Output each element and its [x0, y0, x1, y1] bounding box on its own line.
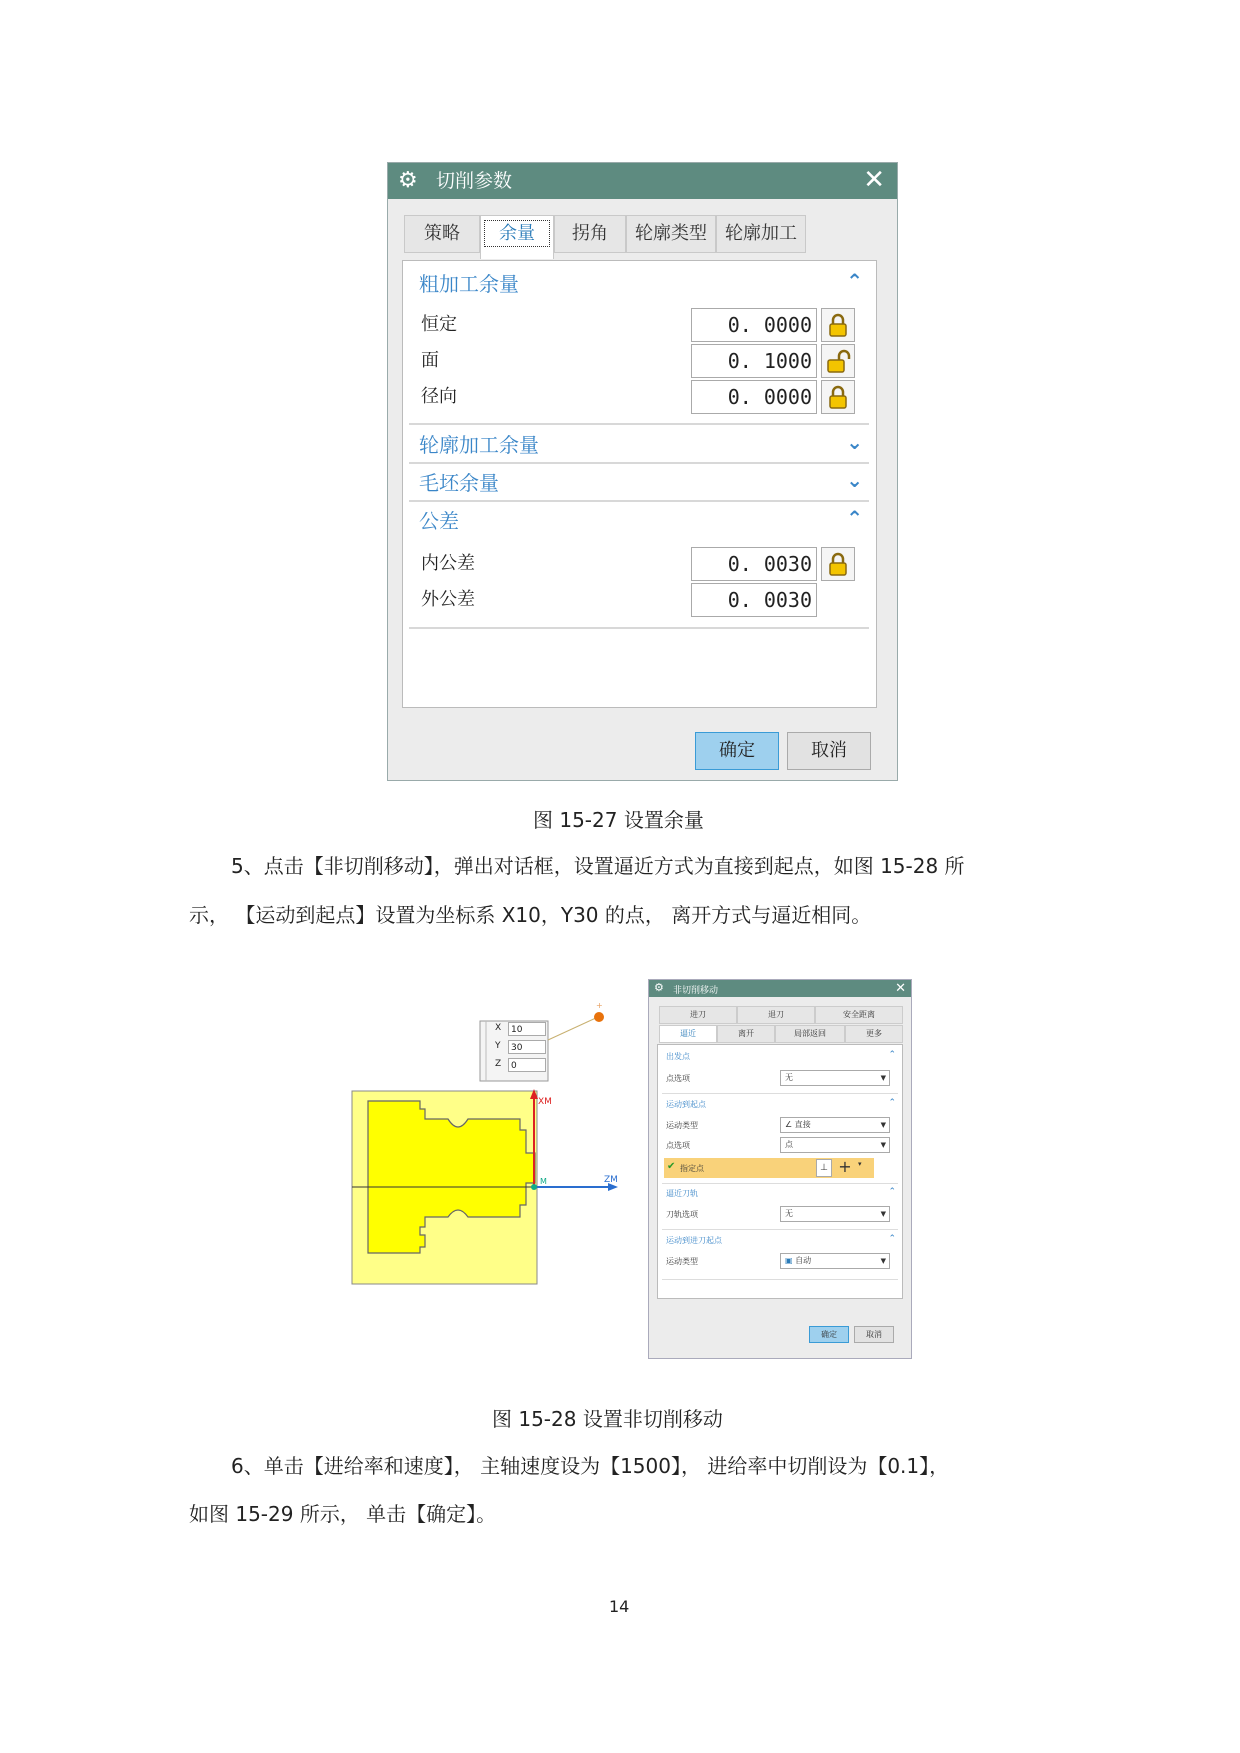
chevron-down-icon[interactable]: ⌄	[846, 468, 863, 492]
chevron-up-icon[interactable]: ⌃	[888, 1187, 896, 1197]
coord-y-label: Y	[495, 1041, 501, 1051]
row-point-option	[666, 1070, 896, 1087]
tab-depart[interactable]: 离开	[717, 1025, 775, 1043]
chevron-down-icon: ▼	[880, 1257, 886, 1265]
row-inner-tolerance	[421, 547, 861, 581]
figure-caption: 图 15-28 设置非切削移动	[492, 1407, 723, 1431]
dropdown-value: 自动	[795, 1256, 812, 1265]
page-number: 14	[609, 1597, 630, 1616]
dialog-body	[402, 260, 877, 708]
cancel-button[interactable]: 取消	[854, 1326, 894, 1343]
tab-engage[interactable]: 进刀	[659, 1006, 737, 1024]
chevron-down-icon: ▼	[880, 1074, 886, 1082]
radial-value-input[interactable]: 0. 0000	[691, 380, 817, 414]
section-rough-allowance[interactable]	[409, 267, 869, 303]
chevron-down-icon: ▼	[880, 1141, 886, 1149]
cut-params-dialog	[387, 162, 898, 781]
divider	[409, 423, 869, 425]
row-face	[421, 344, 861, 378]
chevron-up-icon[interactable]: ⌃	[846, 506, 863, 530]
section-start-point[interactable]	[662, 1051, 898, 1065]
point-option-dropdown[interactable]	[780, 1070, 890, 1086]
tab-contour-type[interactable]: 轮廓类型	[626, 215, 716, 253]
gear-icon: ⚙	[398, 168, 418, 193]
section-title: 粗加工余量	[419, 272, 519, 296]
coord-x-input[interactable]: 10	[508, 1022, 546, 1036]
row-label: 径向	[421, 386, 457, 407]
row-outer-tolerance	[421, 583, 861, 617]
dropdown-value: 无	[785, 1209, 793, 1218]
dropdown-value: 点	[785, 1140, 793, 1149]
tab-more[interactable]: 更多	[845, 1025, 903, 1043]
tab-retract[interactable]: 退刀	[737, 1006, 815, 1024]
chevron-down-icon: ▼	[880, 1121, 886, 1129]
direct-icon: ∠	[785, 1120, 795, 1129]
row-label: 运动类型	[666, 1121, 698, 1130]
xm-axis-label: XM	[538, 1097, 552, 1107]
specify-point-label: 指定点	[680, 1164, 704, 1173]
row-label: 面	[421, 350, 439, 371]
tab-approach[interactable]: 逼近	[659, 1025, 717, 1043]
tab-local-return[interactable]: 局部返回	[775, 1025, 845, 1043]
gear-icon: ⚙	[654, 981, 664, 994]
ok-button[interactable]: 确定	[809, 1326, 849, 1343]
chevron-down-icon: ▼	[880, 1210, 886, 1218]
outer-tolerance-input[interactable]: 0. 0030	[691, 583, 817, 617]
row-path-option	[666, 1206, 896, 1223]
section-title: 轮廓加工余量	[419, 433, 539, 457]
non-cut-move-dialog	[648, 979, 912, 1359]
section-title: 公差	[419, 509, 459, 533]
divider	[662, 1093, 898, 1094]
lock-icon[interactable]	[821, 547, 855, 581]
row-label: 刀轨选项	[666, 1210, 698, 1219]
row-label: 运动类型	[666, 1257, 698, 1266]
figure-caption: 图 15-27 设置余量	[533, 808, 704, 832]
chevron-up-icon[interactable]: ⌃	[888, 1098, 896, 1108]
row-motion-type	[666, 1117, 896, 1134]
lock-icon[interactable]	[821, 308, 855, 342]
zm-axis-label: ZM	[604, 1175, 618, 1185]
paragraph-line: 示， 【运动到起点】设置为坐标系 X10，Y30 的点， 离开方式与逼近相同。	[189, 903, 872, 927]
unlock-icon[interactable]	[821, 344, 855, 378]
check-icon: ✔	[667, 1161, 676, 1172]
coord-y-input[interactable]: 30	[508, 1040, 546, 1054]
chevron-up-icon[interactable]: ⌃	[846, 269, 863, 293]
close-icon[interactable]: ✕	[895, 981, 906, 996]
divider	[662, 1279, 898, 1280]
row-label: 内公差	[421, 553, 475, 574]
row-point-option-2	[666, 1137, 896, 1154]
svg-text:+: +	[596, 1001, 603, 1010]
row-constant	[421, 308, 861, 342]
point-dialog-icon[interactable]: ⊥	[816, 1159, 832, 1177]
tab-allowance[interactable]	[480, 215, 554, 259]
point-option-dropdown[interactable]	[780, 1137, 890, 1153]
plus-icon[interactable]: +	[838, 1157, 852, 1176]
section-profile-allowance[interactable]	[409, 428, 869, 464]
paragraph-line: 6、单击【进给率和速度】， 主轴速度设为【1500】， 进给率中切削设为【0.1】，	[231, 1454, 950, 1478]
row-radial	[421, 380, 861, 414]
tab-contour-machining[interactable]: 轮廓加工	[716, 215, 806, 253]
constant-value-input[interactable]: 0. 0000	[691, 308, 817, 342]
motion-type-dropdown[interactable]	[780, 1253, 890, 1269]
chevron-down-icon[interactable]: ⌄	[846, 430, 863, 454]
dialog-body	[657, 1044, 903, 1299]
dialog-titlebar	[388, 163, 897, 199]
coord-z-label: Z	[495, 1059, 502, 1069]
section-title: 运动到进刀起点	[666, 1236, 722, 1245]
inner-tolerance-input[interactable]: 0. 0030	[691, 547, 817, 581]
row-label: 点选项	[666, 1141, 690, 1150]
origin-label: M	[540, 1177, 547, 1186]
paragraph-line: 如图 15-29 所示， 单击【确定】。	[189, 1502, 497, 1526]
section-approach-path[interactable]	[662, 1188, 898, 1202]
divider	[409, 627, 869, 629]
close-icon[interactable]: ✕	[863, 165, 885, 195]
ok-button[interactable]: 确定	[695, 732, 779, 770]
row-label: 外公差	[421, 589, 475, 610]
section-title: 出发点	[666, 1052, 690, 1061]
part-figure	[350, 985, 640, 1290]
path-option-dropdown[interactable]	[780, 1206, 890, 1222]
section-title: 毛坯余量	[419, 471, 499, 495]
chevron-up-icon[interactable]: ⌃	[888, 1234, 896, 1244]
section-move-to-engage-start[interactable]	[662, 1235, 898, 1249]
tab-strategy[interactable]: 策略	[404, 215, 480, 253]
auto-icon: ▣	[785, 1256, 796, 1265]
row-label: 恒定	[421, 314, 457, 335]
dialog-titlebar	[649, 980, 911, 997]
coord-z-input[interactable]: 0	[508, 1058, 546, 1072]
section-title: 运动到起点	[666, 1100, 706, 1109]
coord-x-label: X	[495, 1023, 502, 1033]
dropdown-value: 直接	[794, 1120, 811, 1129]
face-value-input[interactable]: 0. 1000	[691, 344, 817, 378]
chevron-up-icon[interactable]: ⌃	[888, 1050, 896, 1060]
section-move-to-start[interactable]	[662, 1099, 898, 1113]
section-blank-allowance[interactable]	[409, 466, 869, 502]
row-motion-type-2	[666, 1253, 896, 1270]
tab-safe-distance[interactable]: 安全距离	[815, 1006, 903, 1024]
dialog-title: 切削参数	[436, 170, 513, 192]
section-tolerance[interactable]	[409, 504, 869, 540]
chevron-down-icon[interactable]: ▾	[858, 1160, 862, 1168]
dropdown-value: 无	[785, 1073, 793, 1082]
paragraph-line: 5、点击【非切削移动】，弹出对话框，设置逼近方式为直接到起点，如图 15-28 所	[231, 854, 965, 878]
cancel-button[interactable]: 取消	[787, 732, 871, 770]
dialog-title: 非切削移动	[673, 986, 719, 996]
tab-allowance-label: 余量	[484, 220, 550, 247]
motion-type-dropdown[interactable]	[780, 1117, 890, 1133]
row-label: 点选项	[666, 1074, 690, 1083]
section-title: 逼近刀轨	[666, 1189, 698, 1198]
divider	[662, 1183, 898, 1184]
divider	[662, 1229, 898, 1230]
tab-corner[interactable]: 拐角	[554, 215, 626, 253]
lock-icon[interactable]	[821, 380, 855, 414]
